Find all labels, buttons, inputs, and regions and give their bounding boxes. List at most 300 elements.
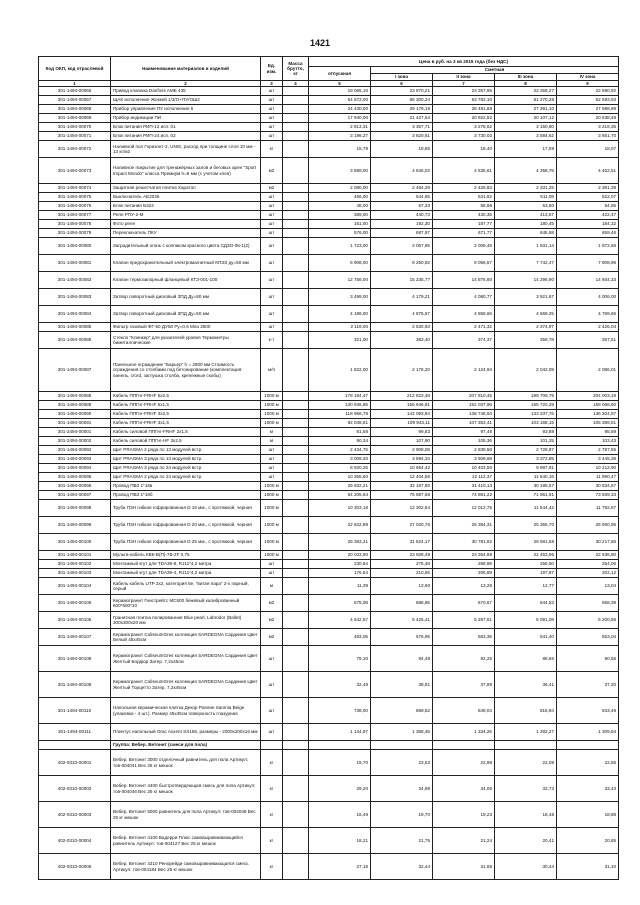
cell-price-zone-1: 19,70 [371, 802, 433, 828]
table-row [39, 211, 619, 220]
cell-price-zone-3: 4 358,76 [495, 158, 557, 184]
cell-price-zone-3: 4 669,25 [495, 306, 557, 323]
cell-price-release: 6 908,00 [309, 255, 371, 272]
cell-price-zone-1: 23 870,21 [371, 87, 433, 96]
cell-code: 301-1494-00078 [39, 220, 111, 229]
cell-price-zone-1: 21,75 [371, 828, 433, 854]
cell-name: Напольная керамическая плитка Декор Роялин Sanmiа Beige (упаковка - 4 шт.). Размер 45х45см поверхность глазурная [111, 698, 261, 724]
cell-unit: шт [261, 211, 283, 220]
cell-code: 301-1494-00071 [39, 132, 111, 141]
cell-price-zone-2: 37,89 [433, 672, 495, 698]
cell-price-zone-2: 671,77 [433, 229, 495, 238]
table-row [39, 220, 619, 229]
cell-code: 301-1494-00111 [39, 724, 111, 741]
group-row [39, 741, 619, 750]
cell-price-zone-1: 109 943,11 [371, 419, 433, 428]
cell-price-zone-2: 2 425,83 [433, 184, 495, 193]
cell-price-zone-2: 31 410,13 [433, 482, 495, 491]
cell-mass [283, 123, 309, 132]
cell-price-zone-3: 22 359,27 [495, 87, 557, 96]
cell-price-zone-4: 22 936,80 [557, 551, 619, 560]
cell-price-zone-2: 92,25 [433, 646, 495, 672]
table-row [39, 569, 619, 578]
cell-price-zone-4: 11 890,47 [557, 473, 619, 482]
cell-price-release: 27,16 [309, 854, 371, 880]
cell-unit: кг [261, 141, 283, 158]
table-row [39, 464, 619, 473]
cell-code: 301-1494-00102 [39, 560, 111, 569]
cell-price-zone-1: 440,73 [371, 211, 433, 220]
cell-name: Труба ПЗН гибкая гофрированная D 16 мм., с протяжкой, черная [111, 500, 261, 517]
cell-price-zone-2: 2 839,58 [433, 446, 495, 455]
cell-price-zone-3: 645,58 [495, 229, 557, 238]
cell-code: 301-1494-00103 [39, 569, 111, 578]
cell-price-zone-3: 20,41 [495, 828, 557, 854]
cell-code: 301-1494-00066 [39, 87, 111, 96]
header-code: Код ОКП, код отраслевой [39, 57, 111, 81]
cell-name: Затвор поворотный дисковый ЗПД Ду=50 мм [111, 306, 261, 323]
cell-price-zone-2: 187,77 [433, 220, 495, 229]
cell-price-zone-2: 20 922,82 [433, 114, 495, 123]
cell-price-release: 3 198,27 [309, 132, 371, 141]
table-row [39, 132, 619, 141]
cell-unit: кг [261, 802, 283, 828]
cell-unit: шт [261, 560, 283, 569]
cell-price-zone-1: 869,52 [371, 698, 433, 724]
cell-price-zone-4: 159 068,60 [557, 401, 619, 410]
cell-mass [283, 332, 309, 349]
cell-price-zone-4: 30 834,67 [557, 482, 619, 491]
cell-price-release: 12 756,00 [309, 272, 371, 289]
cell-code: 301-1494-00095 [39, 473, 111, 482]
cell-mass [283, 132, 309, 141]
cell-price-release: 2 080,00 [309, 184, 371, 193]
cell-price-zone-4: 103,43 [557, 437, 619, 446]
cell-name: Кабель ППГнг-FRHF 5х2,5 [111, 392, 261, 401]
cell-price-zone-4: 10 212,90 [557, 464, 619, 473]
cell-price-zone-3: 22,08 [495, 750, 557, 776]
cell-price-zone-1: 686,85 [371, 595, 433, 612]
cell-code: 301-1494-00068 [39, 105, 111, 114]
table-row [39, 482, 619, 491]
cell-mass [283, 87, 309, 96]
cell-price-zone-1: 212 823,48 [371, 392, 433, 401]
cell-unit: кг [261, 776, 283, 802]
cell-price-zone-3: 22 453,96 [495, 551, 557, 560]
cell-name: Панельное ограждение "Барьер" h = 2900 мм Стоимость ограждения со столбами под бетонирование (комплектация: панель, crord, заглушка столба, крепежные скобы) [111, 349, 261, 392]
cell-name: Вебер. Ветонит 4100 Вадерри Плюс самовыравнивающийся равнитель Артикул: тов-004127 Вес 25 кг мешок [111, 828, 261, 854]
cell-price-zone-3: 9 997,91 [495, 464, 557, 473]
cell-price-zone-4: 7 908,96 [557, 255, 619, 272]
cell-price-zone-4: 22,56 [557, 750, 619, 776]
cell-price-zone-2: 531,82 [433, 193, 495, 202]
cell-mass [283, 698, 309, 724]
cell-price-zone-4: 553,04 [557, 629, 619, 646]
cell-name: Труба ПЗН гибкая гофрированная D 25 мм., с протяжкой, черная [111, 534, 261, 551]
cell-unit: 1000 м [261, 410, 283, 419]
cell-mass [283, 560, 309, 569]
cell-code: 301-1494-00086 [39, 332, 111, 349]
table-row [39, 750, 619, 776]
cell-price-release: 92 046,61 [309, 419, 371, 428]
cell-price-zone-3: 413,57 [495, 211, 557, 220]
cell-price-zone-3: 101,25 [495, 437, 557, 446]
cell-price-zone-3: 88,66 [495, 646, 557, 672]
cell-price-zone-3: 1 931,14 [495, 238, 557, 255]
table-row [39, 392, 619, 401]
cell-mass [283, 419, 309, 428]
cell-price-zone-2: 4 858,66 [433, 306, 495, 323]
cell-price-release [309, 741, 371, 750]
table-row [39, 534, 619, 551]
cell-mass [283, 105, 309, 114]
cell-mass [283, 646, 309, 672]
cell-unit: 1000 м [261, 517, 283, 534]
cell-price-release: 3 889,00 [309, 158, 371, 184]
cell-price-zone-3: 541,40 [495, 629, 557, 646]
column-index: 4 [283, 81, 309, 87]
cell-price-zone-2: 34,05 [433, 776, 495, 802]
cell-mass [283, 220, 309, 229]
table-row [39, 401, 619, 410]
cell-code: 301-1494-00093 [39, 455, 111, 464]
cell-price-release: 16,49 [309, 802, 371, 828]
cell-price-zone-4: 184,32 [557, 220, 619, 229]
cell-code: 301-1494-00098 [39, 500, 111, 517]
cell-price-zone-1: 2 057,85 [371, 238, 433, 255]
cell-name: Щит PRAGMA 3 ряда по 24 модулей встр. [111, 464, 261, 473]
cell-price-zone-1: 576,95 [371, 629, 433, 646]
cell-mass [283, 455, 309, 464]
cell-unit: 1000 м [261, 534, 283, 551]
cell-code: 301-1494-00099 [39, 517, 111, 534]
cell-mass [283, 114, 309, 123]
cell-price-zone-4 [557, 741, 619, 750]
cell-code: 301-1494-00069 [39, 114, 111, 123]
cell-price-release: 81,58 [309, 428, 371, 437]
table-row [39, 87, 619, 96]
cell-price-zone-2: 12 112,37 [433, 473, 495, 482]
cell-price-zone-2: 670,67 [433, 595, 495, 612]
cell-unit: м2 [261, 595, 283, 612]
cell-unit: кг [261, 828, 283, 854]
cell-price-zone-3: 133 337,76 [495, 410, 557, 419]
cell-unit: шт [261, 193, 283, 202]
cell-price-zone-2: 3 730,03 [433, 132, 495, 141]
cell-mass [283, 428, 309, 437]
table-row [39, 612, 619, 629]
cell-price-zone-2: 28 491,88 [433, 105, 495, 114]
cell-mass [283, 741, 309, 750]
cell-price-release: 2 119,00 [309, 323, 371, 332]
cell-price-zone-3: 11 640,16 [495, 473, 557, 482]
cell-unit: 1000 м [261, 491, 283, 500]
table-row [39, 672, 619, 698]
cell-price-zone-1: 544,65 [371, 193, 433, 202]
cell-unit: шт [261, 446, 283, 455]
cell-price-zone-3: 93,88 [495, 428, 557, 437]
cell-price-zone-4: 95,69 [557, 428, 619, 437]
cell-name: Керамогранит ColiseumGres коллекция SARDEGNA Сардиния Цвет Желтый Торцетто Затер. 7,2х45см [111, 672, 261, 698]
cell-name: Затвор поворотный дисковый ЗПД Ду=80 мм [111, 289, 261, 306]
cell-mass [283, 202, 309, 211]
cell-name: Кабель ППГнг-FRHF 3х2,5 [111, 410, 261, 419]
cell-price-zone-2: 3 278,62 [433, 123, 495, 132]
cell-price-zone-4: 20,85 [557, 828, 619, 854]
cell-unit: шт [261, 272, 283, 289]
cell-price-zone-3: 815,94 [495, 698, 557, 724]
column-index: 8 [495, 81, 557, 87]
cell-code: 301-1494-00104 [39, 578, 111, 595]
cell-price-zone-2: 430,35 [433, 211, 495, 220]
cell-code [39, 741, 111, 750]
table-row [39, 141, 619, 158]
cell-name: Щит PRAGMA 3 ряда по 13 модулей встр. [111, 455, 261, 464]
table-row [39, 802, 619, 828]
cell-name: Защитная решетчатая плитка Харатоп [111, 184, 261, 193]
cell-name: Наливной пол Горизонт-2, UNIS, расход при толщине слоя 10 мм - 13 кг/м2 [111, 141, 261, 158]
cell-price-zone-1 [371, 741, 433, 750]
cell-price-zone-1: 2 176,20 [371, 349, 433, 392]
cell-mass [283, 349, 309, 392]
cell-price-zone-4: 204 003,19 [557, 392, 619, 401]
cell-price-zone-2: 1 334,26 [433, 724, 495, 741]
cell-name: Кабель кабель UTP 2х2, категория 5е, "витая пара" 2-х парный, серый [111, 578, 261, 595]
table-row [39, 202, 619, 211]
table-row [39, 419, 619, 428]
cell-price-zone-1: 34,88 [371, 776, 433, 802]
cell-price-zone-1: 8 250,92 [371, 255, 433, 272]
cell-mass [283, 672, 309, 698]
cell-price-zone-4: 5 200,56 [557, 612, 619, 629]
cell-mass [283, 255, 309, 272]
cell-name: Привод клапана Danfoss AME 435 [111, 87, 261, 96]
cell-price-release: 483,05 [309, 629, 371, 646]
table-row [39, 517, 619, 534]
cell-price-zone-1: 29 179,19 [371, 105, 433, 114]
cell-code: 301-1494-00070 [39, 123, 111, 132]
cell-price-zone-4: 54,95 [557, 202, 619, 211]
cell-price-zone-2: 31,68 [433, 854, 495, 880]
cell-price-zone-1: 32,44 [371, 854, 433, 880]
cell-price-zone-3: 2 042,09 [495, 349, 557, 392]
cell-name: Фото реле [111, 220, 261, 229]
cell-code: 402-0310-00002 [39, 776, 111, 802]
price-table [38, 56, 619, 880]
cell-price-release: 1 144,87 [309, 724, 371, 741]
table-row [39, 828, 619, 854]
cell-name: Труба ПЗН гибкая гофрированная D 20 мм., с протяжкой, черная [111, 517, 261, 534]
cell-price-zone-3: 1 282,27 [495, 724, 557, 741]
cell-price-release: 2 434,76 [309, 446, 371, 455]
cell-mass [283, 410, 309, 419]
cell-price-zone-3: 511,08 [495, 193, 557, 202]
cell-mass [283, 491, 309, 500]
column-index: 3 [261, 81, 283, 87]
table-row [39, 473, 619, 482]
cell-name: Вебер. Ветонит 4400 быстротвердеющая смесь для пола Артикул: тов-004046 Вес 25 кг мешок [111, 776, 261, 802]
cell-price-zone-4: 90,56 [557, 646, 619, 672]
cell-unit: шт [261, 698, 283, 724]
cell-price-release: 230,64 [309, 560, 371, 569]
header-mass: Масса брутто, кг [283, 57, 309, 81]
cell-price-zone-1: 1 368,45 [371, 724, 433, 741]
header-price-group: Цена в руб. на 3 кв 2015 года (без НДС) [309, 57, 619, 67]
cell-unit: шт [261, 255, 283, 272]
cell-mass [283, 323, 309, 332]
cell-price-zone-1: 38,81 [371, 672, 433, 698]
cell-unit: м2 [261, 612, 283, 629]
cell-code: 402-0310-00003 [39, 802, 111, 828]
cell-price-release: 15,79 [309, 141, 371, 158]
cell-mass [283, 854, 309, 880]
header-zone-2: II зона [433, 74, 495, 81]
cell-price-zone-3: 14 296,90 [495, 272, 557, 289]
cell-mass [283, 500, 309, 517]
cell-code: 301-1494-00081 [39, 255, 111, 272]
header-name: Наименование материалов и изделий [111, 57, 261, 81]
cell-price-zone-1: 210,66 [371, 569, 433, 578]
table-row [39, 238, 619, 255]
cell-unit: шт [261, 724, 283, 741]
cell-price-zone-3: 20 107,12 [495, 114, 557, 123]
cell-name: Кабель силовой ППГнг-HF 3х2,5 [111, 437, 261, 446]
cell-name: Вебер. Ветонит 5000 равнитель для пола Артикул: тов-004049 Вес 25 кг мешок [111, 802, 261, 828]
cell-price-zone-4: 27 968,89 [557, 105, 619, 114]
cell-price-zone-4: 833,49 [557, 698, 619, 724]
cell-price-zone-2: 74 881,22 [433, 491, 495, 500]
cell-unit: 1000 м [261, 500, 283, 517]
cell-mass [283, 750, 309, 776]
cell-price-zone-4: 1 309,84 [557, 724, 619, 741]
cell-price-release: 32,49 [309, 672, 371, 698]
cell-price-release: 17 940,00 [309, 114, 371, 123]
cell-name: Кабель силовой ППГнг-FRHF 2х1,5 [111, 428, 261, 437]
cell-code: 301-1494-00082 [39, 272, 111, 289]
cell-price-zone-1: 18,85 [371, 141, 433, 158]
cell-unit: м2 [261, 629, 283, 646]
cell-mass [283, 464, 309, 473]
cell-unit: шт [261, 123, 283, 132]
cell-unit: 1000 м [261, 392, 283, 401]
cell-price-release: 48,00 [309, 202, 371, 211]
cell-price-zone-2: 26 384,31 [433, 517, 495, 534]
table-row [39, 306, 619, 323]
cell-price-zone-1: 23 928,49 [371, 551, 433, 560]
cell-code: 301-1494-00083 [39, 289, 111, 306]
column-index: 2 [111, 81, 261, 87]
table-row [39, 724, 619, 741]
column-index: 6 [371, 81, 433, 87]
table-row [39, 105, 619, 114]
table-header [39, 57, 619, 87]
cell-code: 301-1494-00075 [39, 193, 111, 202]
cell-price-release: 64 205,94 [309, 491, 371, 500]
table-row [39, 323, 619, 332]
cell-price-zone-3: 3 372,85 [495, 455, 557, 464]
cell-code: 301-1494-00097 [39, 491, 111, 500]
cell-price-zone-1: 687,97 [371, 229, 433, 238]
cell-price-zone-2: 55,98 [433, 202, 495, 211]
cell-unit: шт [261, 464, 283, 473]
cell-unit [261, 741, 283, 750]
cell-code: 301-1494-00080 [39, 238, 111, 255]
cell-price-zone-4: 37,20 [557, 672, 619, 698]
cell-price-release: 90,34 [309, 437, 371, 446]
table-row [39, 229, 619, 238]
cell-price-release: 54 572,00 [309, 96, 371, 105]
cell-mass [283, 569, 309, 578]
cell-mass [283, 158, 309, 184]
cell-price-zone-2: 23 357,95 [433, 87, 495, 96]
cell-code: 301-1494-00100 [39, 534, 111, 551]
cell-price-zone-3: 2 728,87 [495, 446, 557, 455]
cell-mass [283, 551, 309, 560]
cell-unit: м/п [261, 349, 283, 392]
cell-mass [283, 612, 309, 629]
cell-unit: шт [261, 114, 283, 123]
cell-mass [283, 211, 309, 220]
header-zone-4: IV зона [557, 74, 619, 81]
cell-price-zone-2: 2 471,32 [433, 323, 495, 332]
cell-mass [283, 802, 309, 828]
cell-price-zone-2: 30 781,92 [433, 534, 495, 551]
cell-price-zone-1: 65 300,24 [371, 96, 433, 105]
cell-name: Блок питания РИП-24 исп. 02 [111, 132, 261, 141]
cell-price-zone-1: 107,90 [371, 437, 433, 446]
cell-price-zone-4: 14 604,33 [557, 272, 619, 289]
table-row [39, 446, 619, 455]
cell-mass [283, 517, 309, 534]
column-index: 9 [557, 81, 619, 87]
cell-price-zone-1: 2 908,08 [371, 446, 433, 455]
cell-code: 301-1494-00089 [39, 401, 111, 410]
cell-price-release: 130 936,95 [309, 401, 371, 410]
cell-price-release: 8 920,25 [309, 464, 371, 473]
cell-price-zone-2: 63 782,10 [433, 96, 495, 105]
cell-price-release: 19,70 [309, 750, 371, 776]
cell-price-zone-2: 374,37 [433, 332, 495, 349]
cell-unit: шт [261, 220, 283, 229]
cell-name: Клапан термозапорный фланцевый КТЗ-001-100 [111, 272, 261, 289]
table-row [39, 455, 619, 464]
cell-price-release: 3 009,33 [309, 455, 371, 464]
cell-price-zone-3: 53,80 [495, 202, 557, 211]
cell-unit: шт [261, 672, 283, 698]
cell-name: Реле РПУ-2-М [111, 211, 261, 220]
cell-code: 301-1494-00105 [39, 595, 111, 612]
cell-mass [283, 306, 309, 323]
cell-price-zone-4: 3 661,70 [557, 132, 619, 141]
cell-price-zone-4: 3 218,35 [557, 123, 619, 132]
cell-price-zone-1: 383,40 [371, 332, 433, 349]
cell-unit: шт [261, 646, 283, 672]
cell-mass [283, 184, 309, 193]
cell-price-release: 575,08 [309, 595, 371, 612]
cell-price-zone-4: 18,07 [557, 141, 619, 158]
cell-price-zone-1: 192,30 [371, 220, 433, 229]
table-row [39, 428, 619, 437]
cell-name: Провод ПВЗ 1*16б [111, 491, 261, 500]
cell-price-release: 19 065,10 [309, 87, 371, 96]
cell-unit: кг [261, 854, 283, 880]
table-row [39, 560, 619, 569]
table-row [39, 500, 619, 517]
cell-price-zone-1: 15 235,77 [371, 272, 433, 289]
cell-price-zone-4: 3 445,38 [557, 455, 619, 464]
cell-price-zone-2: 18,40 [433, 141, 495, 158]
cell-price-zone-2: 8 056,57 [433, 255, 495, 272]
